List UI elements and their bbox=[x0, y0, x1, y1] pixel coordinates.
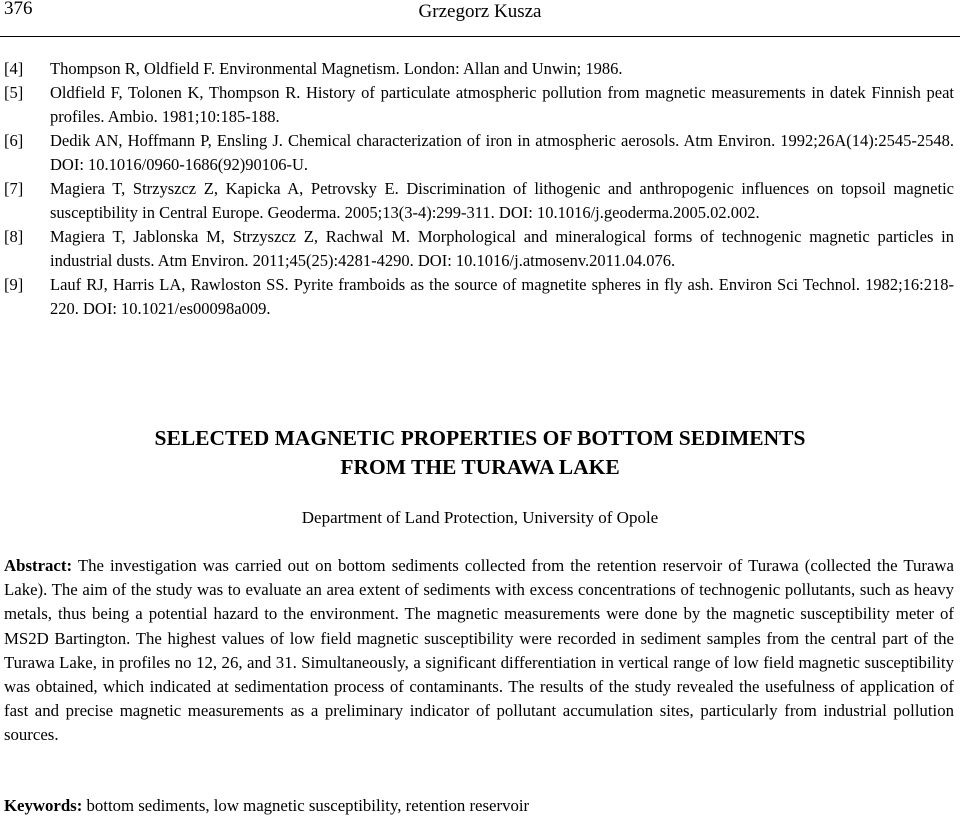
header-rule bbox=[0, 36, 960, 37]
reference-text: Dedik AN, Hoffmann P, Ensling J. Chemical characterization of iron in atmospheric aerosols. Atm Environ. 1992;26A(14):2545-2548. DOI: 10.1016/0960-1686(92)90106-U. bbox=[50, 131, 954, 174]
article-title-line-1: SELECTED MAGNETIC PROPERTIES OF BOTTOM SEDIMENTS bbox=[154, 426, 806, 450]
running-head-author: Grzegorz Kusza bbox=[418, 1, 542, 22]
affiliation: Department of Land Protection, University of Opole bbox=[301, 508, 659, 527]
keywords bbox=[4, 794, 954, 818]
reference-text: Lauf RJ, Harris LA, Rawloston SS. Pyrite framboids as the source of magnetite spheres in fly ash. Environ Sci Technol. 1982;16:218-220. DOI: 10.1021/es00098a009. bbox=[50, 275, 954, 318]
keywords-text: bottom sediments, low magnetic susceptibility, retention reservoir bbox=[86, 796, 530, 815]
abstract-label: Abstract: bbox=[4, 556, 73, 575]
reference-number: [6] bbox=[4, 131, 24, 150]
reference-item bbox=[4, 57, 954, 81]
reference-text: Magiera T, Jablonska M, Strzyszcz Z, Rachwal M. Morphological and mineralogical forms of technogenic magnetic particles in industrial dusts. Atm Environ. 2011;45(25):4281-4290. DOI: 10.1016/j.atmosenv.2011.04.076. bbox=[50, 227, 954, 270]
article-title-line-2: FROM THE TURAWA LAKE bbox=[340, 455, 620, 479]
keywords-label: Keywords: bbox=[4, 796, 83, 815]
article-title bbox=[0, 424, 960, 482]
page-number: 376 bbox=[4, 0, 33, 19]
reference-item bbox=[4, 225, 954, 273]
abstract-text: The investigation was carried out on bottom sediments collected from the retention reservoir of Turawa (collected the Turawa Lake). The aim of the study was to evaluate an area extent of sediments with excess concentrations of technogenic pollutants, such as heavy metals, thus being a potential hazard to the environment. The magnetic measurements were done by the magnetic susceptibility meter of MS2D Bartington. The highest values of low field magnetic susceptibility were recorded in sediment samples from the central part of the Turawa Lake, in profiles no 12, 26, and 31. Simultaneously, a significant differentiation in vertical range of low field magnetic susceptibility was obtained, which indicated at sedimentation process of contaminants. The results of the study revealed the usefulness of application of fast and precise magnetic measurements as a preliminary indicator of pollutant accumulation sites, particularly from industrial pollution sources. bbox=[4, 556, 954, 745]
reference-number: [5] bbox=[4, 83, 24, 102]
reference-list bbox=[4, 57, 954, 321]
reference-item bbox=[4, 177, 954, 225]
reference-text: Oldfield F, Tolonen K, Thompson R. History of particulate atmospheric pollution from magnetic measurements in datek Finnish peat profiles. Ambio. 1981;10:185-188. bbox=[50, 83, 954, 126]
reference-number: [9] bbox=[4, 275, 24, 294]
reference-text: Thompson R, Oldfield F. Environmental Magnetism. London: Allan and Unwin; 1986. bbox=[50, 59, 623, 78]
reference-number: [8] bbox=[4, 227, 24, 246]
reference-number: [4] bbox=[4, 59, 24, 78]
abstract bbox=[4, 554, 954, 748]
reference-item bbox=[4, 81, 954, 129]
reference-item bbox=[4, 129, 954, 177]
reference-text: Magiera T, Strzyszcz Z, Kapicka A, Petrovsky E. Discrimination of lithogenic and anthropogenic influences on topsoil magnetic susceptibility in Central Europe. Geoderma. 2005;13(3-4):299-311. DOI: 10.1016/j.geoderma.2005.02.002. bbox=[50, 179, 954, 222]
reference-number: [7] bbox=[4, 179, 24, 198]
reference-item bbox=[4, 273, 954, 321]
